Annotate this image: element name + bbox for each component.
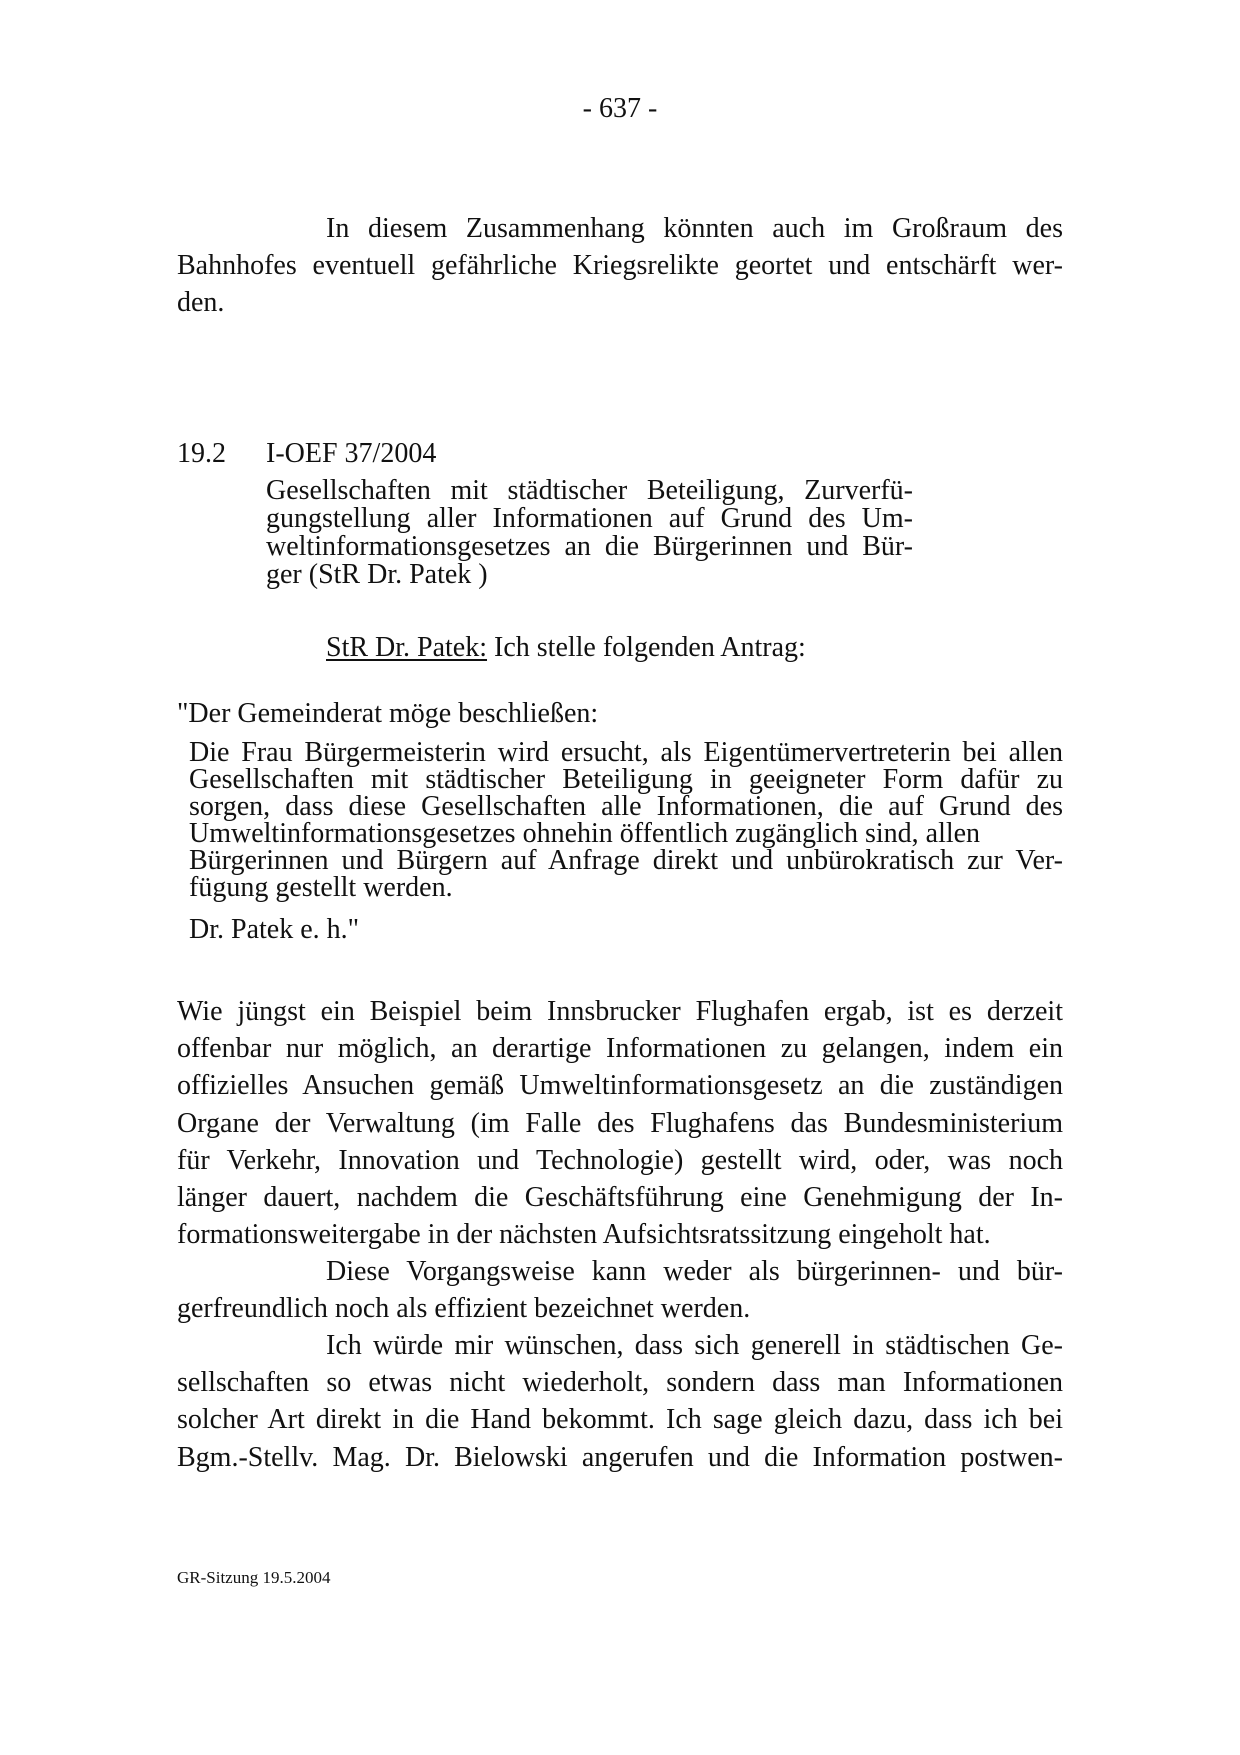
title-line: ger (StR Dr. Patek )	[266, 559, 488, 590]
title-line: gungstellung aller Informationen auf Grund des Um-	[266, 503, 913, 534]
intro-paragraph	[177, 210, 1063, 321]
text-line: gerfreundlich noch als effizient bezeichnet werden.	[177, 1293, 751, 1325]
motion-line: sorgen, dass diese Gesellschaften alle Informationen, die auf Grund des	[189, 791, 1063, 822]
motion-line: fügung gestellt werden.	[189, 872, 453, 903]
text-line: Ich würde mir wünschen, dass sich generell in städtischen Ge-	[326, 1330, 1063, 1361]
text-line: länger dauert, nachdem die Geschäftsführung eine Genehmigung der In-	[177, 1182, 1063, 1214]
text-line: sellschaften so etwas nicht wiederholt, sondern dass man Informationen	[177, 1367, 1063, 1399]
agenda-item-number: 19.2	[177, 438, 226, 469]
text-line: Bahnhofes eventuell gefährliche Kriegsrelikte geortet und entschärft wer-	[177, 250, 1063, 281]
speaker-name: StR Dr. Patek:	[326, 632, 488, 663]
speaker-line	[326, 631, 806, 665]
motion-line: Bürgerinnen und Bürgern auf Anfrage direkt und unbürokratisch zur Ver-	[189, 845, 1063, 876]
motion-line: Die Frau Bürgermeisterin wird ersucht, als Eigentümervertreterin bei allen	[189, 737, 1063, 768]
text-line: Wie jüngst ein Beispiel beim Innsbrucker Flughafen ergab, ist es derzeit	[177, 996, 1063, 1027]
motion-body	[189, 739, 1063, 901]
body-paragraph	[177, 993, 1063, 1253]
title-line: Gesellschaften mit städtischer Beteiligung, Zurverfü-	[266, 475, 913, 506]
text-line: offizielles Ansuchen gemäß Umweltinformationsgesetz an die zuständigen	[177, 1070, 1063, 1102]
motion-line: Gesellschaften mit städtischer Beteiligung in geeigneter Form dafür zu	[189, 764, 1063, 795]
agenda-item-title	[266, 477, 913, 589]
agenda-item-code: I-OEF 37/2004	[266, 438, 437, 469]
text-line: In diesem Zusammenhang könnten auch im Großraum des	[326, 213, 1063, 244]
text-line: Bgm.-Stellv. Mag. Dr. Bielowski angerufen und die Information postwen-	[177, 1441, 1063, 1473]
text-line: offenbar nur möglich, an derartige Informationen zu gelangen, indem ein	[177, 1033, 1063, 1065]
page-number: - 637 -	[582, 93, 658, 124]
motion-signature: Dr. Patek e. h."	[189, 914, 360, 945]
text-line: Organe der Verwaltung (im Falle des Flughafens das Bundesministerium	[177, 1107, 1063, 1139]
text-line: solcher Art direkt in die Hand bekommt. Ich sage gleich dazu, dass ich bei	[177, 1404, 1063, 1436]
text-line: den.	[177, 287, 225, 318]
motion-intro: "Der Gemeinderat möge beschließen:	[177, 698, 599, 729]
text-line: für Verkehr, Innovation und Technologie) gestellt wird, oder, was noch	[177, 1144, 1063, 1176]
motion-line: Umweltinformationsgesetzes ohnehin öffentlich zugänglich sind, allen	[189, 818, 981, 849]
page-footer: GR-Sitzung 19.5.2004	[177, 1568, 331, 1587]
body-paragraph	[177, 1253, 1063, 1327]
speaker-statement: Ich stelle folgenden Antrag:	[487, 632, 806, 663]
body-paragraph	[177, 1327, 1063, 1476]
text-line: formationsweitergabe in der nächsten Aufsichtsratssitzung eingeholt hat.	[177, 1219, 991, 1251]
title-line: weltinformationsgesetzes an die Bürgerinnen und Bür-	[266, 531, 913, 562]
text-line: Diese Vorgangsweise kann weder als bürgerinnen- und bür-	[326, 1256, 1063, 1287]
